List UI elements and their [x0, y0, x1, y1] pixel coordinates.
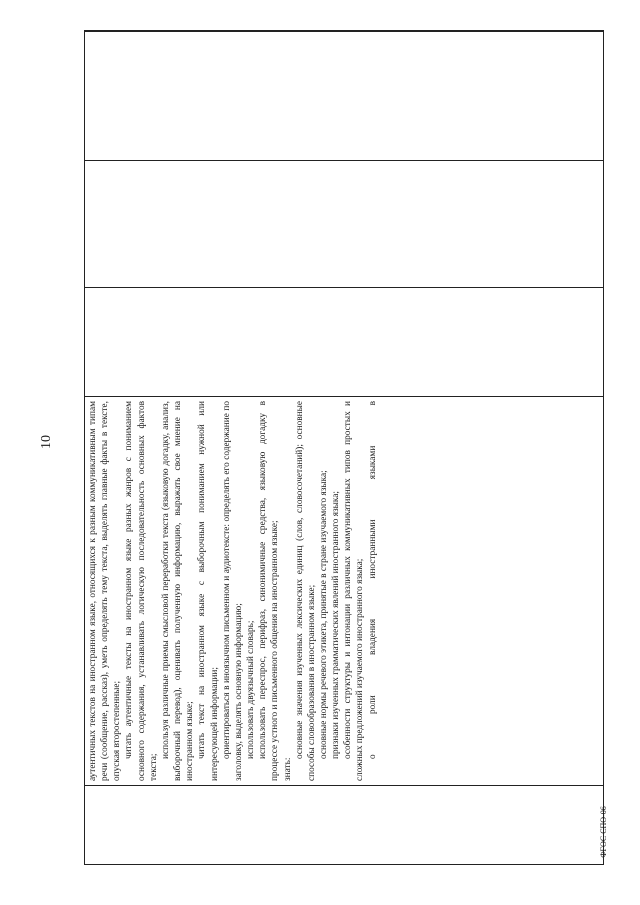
rotated-table-frame: [84, 30, 604, 865]
table-cell-hours-max: [85, 288, 604, 397]
paragraph: использовать двуязычный словарь;: [246, 620, 257, 759]
paragraph: используя различные приемы смысловой переработки текста (языковую догадку, анализ, выборочный перевод), оценивать полученную информацию, выражать свое мнение на иностранном языке;: [160, 401, 196, 781]
table-cell-hours-required: [85, 161, 604, 288]
paragraph: использовать переспрос, перифраз, синонимичные средства, языковую догадку в процессе устного и письменного общения на иностранном языке;: [258, 401, 281, 781]
paragraph: читать текст на иностранном языке с выборочным пониманием нужной или интересующей информации;: [197, 401, 220, 781]
paragraph: особенности структуры и интонации различных коммуникативных типов простых и сложных предложений изучаемого иностранного языка;: [343, 401, 366, 781]
paragraph: читать аутентичные тексты на иностранном языке разных жанров с пониманием основного содержания, устанавливать логическую последовательность основных фактов текста;: [124, 401, 159, 781]
table-cell-disciplines: [85, 32, 604, 161]
paragraph: основные значения изученных лексических единиц (слов, словосочетаний); основные способы словообразования в иностранном языке;: [294, 401, 317, 781]
document-footer: ФГОС СПО-06: [598, 806, 608, 858]
paragraph: о роли владения иностранными языками в: [367, 401, 378, 759]
table-cell-code: [85, 786, 604, 865]
table-row: [85, 31, 604, 865]
table-cell-competencies: [85, 31, 604, 32]
rotated-table-container: [84, 30, 604, 865]
requirements-text: [87, 401, 379, 781]
paragraph: основные нормы речевого этикета, принятые в стране изучаемого языка;: [318, 470, 329, 759]
page-number: 10: [39, 435, 54, 449]
paragraph: знать:: [282, 757, 293, 781]
paragraph: признаки изученных грамматических явлений иностранного языка;: [331, 490, 342, 759]
table-cell-requirements: [85, 397, 604, 786]
paragraph: ориентироваться в иноязычном письменном и аудиотексте: определять его содержание по заголовку, выделять основную информацию;: [221, 401, 244, 781]
paragraph: аутентичных текстов на иностранном языке, относящихся к разным коммуникативным типам речи (сообщение, рассказ), уметь определять тему текста, выделять главные факты в тексте, опуская второстепенные;: [88, 401, 123, 781]
requirements-table: [84, 30, 604, 865]
